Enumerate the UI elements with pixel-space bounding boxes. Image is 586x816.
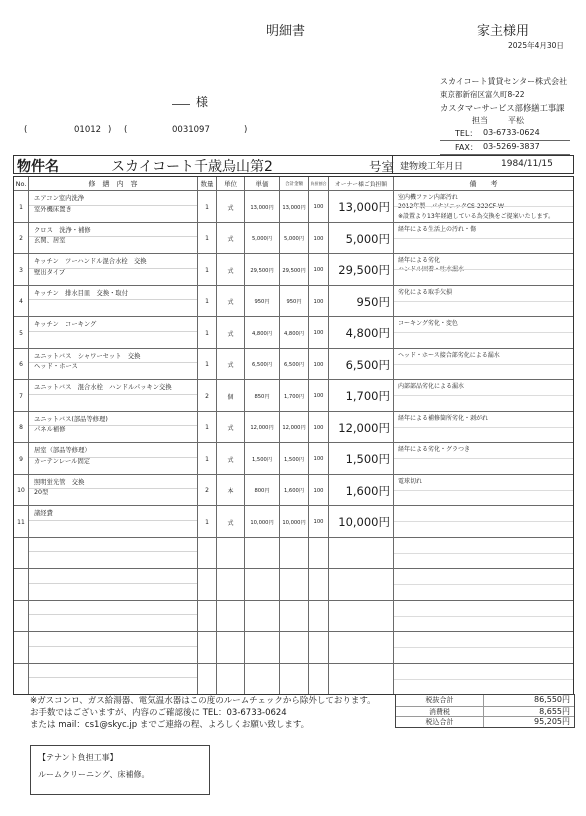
burden-rate: 100 [308,380,328,411]
work-description-line2: 壁出タイプ [34,268,66,276]
unit-price: 800円 [244,475,279,506]
owner-amount: 1,500円 [328,443,393,474]
remarks-line: 室内機ファン内部汚れ [398,194,458,201]
work-description-line2: ヘッド・ホース [34,363,78,370]
work-description-line1: ユニットバス シャワーセット 交換 [34,352,141,360]
row-number: 4 [19,298,23,306]
company-info [440,76,570,156]
note-line: ※ガスコンロ、ガス給湯器、電気温水器はこの度のルームチェックから除外しております。 [30,696,376,706]
row-number: 10 [17,487,25,495]
table-row [14,253,573,285]
quantity: 1 [197,443,216,474]
tax-label: 消費税 [396,707,484,717]
work-description-line1: ユニットバス 混合水栓 ハンドルパッキン交換 [34,384,172,391]
unit-price: 10,000円 [244,506,279,537]
line-amount: 6,500円 [279,349,308,380]
owner-amount: 5,000円 [328,223,393,254]
owner-amount: 10,000円 [328,506,393,537]
work-description [28,223,197,254]
quantity: 2 [197,475,216,506]
quantity: 1 [197,317,216,348]
grand-total-label: 税込合計 [396,717,484,727]
remarks [393,506,573,537]
burden-rate: 100 [308,443,328,474]
work-description [28,380,197,411]
work-description-line2: 玄関、居室 [34,237,66,244]
work-description-line1: キッチン コーキング [34,321,97,328]
header-description: 修 繕 内 容 [28,177,197,190]
note-line: または mail：cs1@skyc.jp までご連絡の程、よろしくお願い致します。 [30,720,310,730]
remarks-line: 電球切れ [398,477,423,485]
unit-price: 4,800円 [244,317,279,348]
unit-price: 13,000円 [244,191,279,222]
staff-label: 担当 [472,116,488,125]
row-number: 11 [17,518,25,526]
unit: 式 [216,254,244,285]
work-description-line1: クロス 洗浄・補修 [34,226,91,234]
unit-price: 950円 [244,286,279,317]
quantity: 1 [197,254,216,285]
code2-paren-open: ( [124,125,128,135]
burden-rate: 100 [308,191,328,222]
owner-amount: 12,000円 [328,412,393,443]
grand-total-value: 95,205円 [534,717,570,727]
subtotal-row [396,695,574,706]
note-line: お手数ではございますが、内容のご確認後に TEL：03-6733-0624 [30,708,287,718]
empty-row [14,600,573,632]
burden-rate: 100 [308,506,328,537]
quantity: 1 [197,349,216,380]
footer-notes [30,695,376,731]
code2-paren-close: ) [244,125,248,135]
line-amount: 1,500円 [279,443,308,474]
table-row [14,474,573,506]
row-number: 3 [19,266,23,274]
owner-amount: 1,700円 [328,380,393,411]
remarks [393,443,573,474]
owner-amount: 6,500円 [328,349,393,380]
unit-price: 850円 [244,380,279,411]
work-description-line1: ユニットバス(部品等修理) [34,415,108,423]
room-label: 号室 [369,159,395,174]
unit: 式 [216,506,244,537]
unit: 式 [216,191,244,222]
quantity: 2 [197,380,216,411]
empty-row [14,537,573,569]
tel-underline [440,140,570,141]
work-description-line1: 居室（部品等修理） [34,447,91,454]
work-description [28,317,197,348]
unit: 式 [216,223,244,254]
header-remarks: 備 考 [393,177,573,190]
burden-rate: 100 [308,317,328,348]
work-description-line2: 20型 [34,489,49,496]
work-description [28,191,197,222]
work-description [28,475,197,506]
work-description-line1: エアコン室内洗浄 [34,195,85,202]
unit-price: 12,000円 [244,412,279,443]
remarks-line: 経年による補修箇所劣化・剥がれ [398,414,489,422]
table-row [14,442,573,474]
line-amount: 13,000円 [279,191,308,222]
header-amount: 合計金額 [279,177,308,190]
line-amount: 5,000円 [279,223,308,254]
property-row [13,155,574,174]
built-date: 1984/11/15 [501,159,553,169]
table-row [14,411,573,443]
work-description-line2: カーテンレール固定 [34,457,91,465]
unit: 式 [216,286,244,317]
name-underline [172,104,190,105]
work-description-line1: 照明蛍光管 交換 [34,478,85,486]
table-row [14,505,573,537]
row-number: 8 [19,424,23,432]
line-amount: 1,600円 [279,475,308,506]
tenant-work-title: 【テナント負担工事】 [38,753,118,762]
remarks [393,191,573,222]
recipient-honorific: 様 [196,95,209,109]
remarks [393,412,573,443]
row-number: 5 [19,329,23,337]
remarks-line: 経年による生活上の汚れ・傷 [398,225,477,233]
quantity: 1 [197,506,216,537]
customer-code-1: 01012 [74,125,102,135]
table-row [14,316,573,348]
unit-price: 1,500円 [244,443,279,474]
subtotal-label: 税抜合計 [396,695,484,706]
owner-amount: 4,800円 [328,317,393,348]
table-row [14,285,573,317]
remarks-line: 経年による劣化・グラつき [398,446,471,453]
work-description [28,506,197,537]
header-rate: 負担割合 [308,177,328,190]
remarks [393,317,573,348]
tax-row [396,706,574,717]
work-description-line1: 諸経費 [34,510,53,517]
empty-row [14,663,573,695]
row-number: 6 [19,361,23,369]
code1-paren-close: ) [108,125,112,135]
built-date-label: 建物竣工年月日 [400,162,464,172]
header-unit-price: 単価 [244,177,279,190]
unit: 式 [216,317,244,348]
unit: 個 [216,380,244,411]
header-unit: 単位 [216,177,244,190]
fax-label: FAX： [455,143,478,152]
burden-rate: 100 [308,286,328,317]
remarks-line: 劣化による取手欠損 [398,288,453,296]
tel-number: 03-6733-0624 [483,128,540,137]
remarks [393,380,573,411]
quantity: 1 [197,223,216,254]
company-department: カスタマーサービス部修繕工事課 [440,103,565,113]
remarks [393,223,573,254]
work-description-line1: キッチン ツーハンドル混合水栓 交換 [34,258,147,265]
remarks-line: 2012年製 パナソニックCS-222CF-W [398,203,504,211]
remarks-line: コーキング劣化・変色 [398,320,458,327]
work-description [28,443,197,474]
table-header [14,177,573,190]
remarks-line: 経年による劣化 [398,257,441,264]
row-number: 2 [19,235,23,243]
empty-row [14,631,573,663]
remarks [393,349,573,380]
owner-amount: 29,500円 [328,254,393,285]
company-name: スカイコート賃貸センター株式会社 [440,77,568,86]
table-row [14,379,573,411]
remarks-line: ヘッド・ホース接合部劣化による漏水 [398,351,500,359]
code1-paren-open: ( [24,125,28,135]
tel-label: TEL： [455,129,478,138]
property-label: 物件名 [17,159,59,175]
customer-code-2: 0031097 [172,125,210,135]
owner-amount: 13,000円 [328,191,393,222]
line-amount: 29,500円 [279,254,308,285]
burden-rate: 100 [308,349,328,380]
fax-number: 03-5269-3837 [483,142,540,151]
unit: 式 [216,443,244,474]
owner-amount: 1,600円 [328,475,393,506]
burden-rate: 100 [308,254,328,285]
line-amount: 10,000円 [279,506,308,537]
work-description-line1: キッチン 排水目皿 交換・取付 [34,289,129,297]
property-divider [392,156,393,173]
unit: 本 [216,475,244,506]
work-description [28,349,197,380]
copy-type-label: 家主様用 [477,24,530,39]
remarks-line: ハンドル固着・吐水漏水 [398,266,465,274]
burden-rate: 100 [308,223,328,254]
remarks-line: 内部部品劣化による漏水 [398,383,465,390]
tax-value: 8,655円 [539,706,570,716]
empty-row [14,568,573,600]
header-qty: 数量 [197,177,216,190]
unit-price: 29,500円 [244,254,279,285]
quantity: 1 [197,286,216,317]
table-row [14,222,573,254]
work-description [28,412,197,443]
work-description-line2: パネル補修 [34,426,66,433]
header-owner-amount: オーナー様ご負担額 [328,177,393,190]
property-name: スカイコート千歳烏山第2 [111,159,273,175]
unit-price: 5,000円 [244,223,279,254]
table-row [14,348,573,380]
issue-date: 2025年4月30日 [508,41,564,50]
line-amount: 950円 [279,286,308,317]
remarks [393,254,573,285]
tenant-work-box [30,745,210,795]
company-address: 東京都新宿区富久町8-22 [440,90,525,99]
work-description [28,286,197,317]
remarks [393,475,573,506]
work-description-line2: 室外機床置き [34,205,72,213]
repair-items-table [13,176,574,695]
tenant-work-items: ルームクリーニング、床補修。 [38,770,150,779]
subtotal-value: 86,550円 [534,695,570,704]
burden-rate: 100 [308,412,328,443]
document-title: 明細書 [266,24,306,39]
line-amount: 1,700円 [279,380,308,411]
remarks [393,286,573,317]
unit: 式 [216,412,244,443]
quantity: 1 [197,191,216,222]
line-amount: 4,800円 [279,317,308,348]
line-amount: 12,000円 [279,412,308,443]
row-number: 7 [19,392,23,400]
burden-rate: 100 [308,475,328,506]
row-number: 9 [19,455,23,463]
row-number: 1 [19,203,23,211]
totals-box [395,694,575,728]
unit-price: 6,500円 [244,349,279,380]
staff-name: 平松 [508,116,524,125]
quantity: 1 [197,412,216,443]
owner-amount: 950円 [328,286,393,317]
grand-total-row [396,716,574,727]
header-no: No. [15,179,27,188]
remarks-line: ※設置より13年経過している為交換をご提案いたします。 [398,212,555,220]
unit: 式 [216,349,244,380]
table-row [14,190,573,222]
work-description [28,254,197,285]
